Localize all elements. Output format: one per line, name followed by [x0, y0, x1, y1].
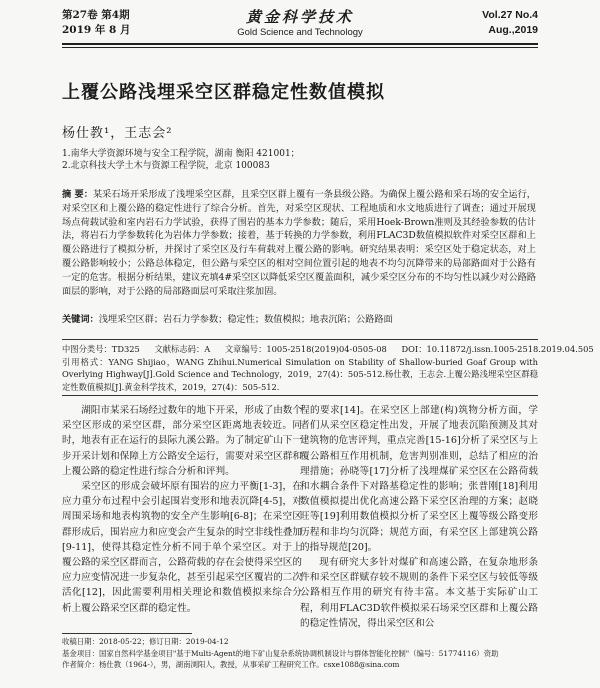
footnote-author-bio: 作者简介：杨仕教（1964-），男，湖南浏阳人，教授，从事采矿工程研究工作。csxe1088@sina.com	[62, 660, 400, 669]
keywords-text: 浅埋采空区群；岩石力学参数；稳定性；数值模拟；地表沉陷；公路路面	[98, 314, 393, 325]
doi: DOI：10.11872/j.issn.1005-2518.2019.04.505	[401, 344, 594, 354]
footnote-rule	[62, 633, 192, 634]
meta-codes	[62, 343, 594, 356]
running-header	[62, 8, 538, 44]
keywords	[62, 313, 536, 326]
abstract	[62, 188, 536, 298]
abstract-label: 摘 要：	[62, 189, 93, 200]
header-center	[62, 8, 538, 40]
header-right	[482, 8, 538, 38]
meta-rule-bottom	[62, 395, 538, 396]
body-column-right	[300, 403, 538, 631]
journal-title-en: Gold Science and Technology	[237, 27, 363, 38]
date-en: Aug.,2019	[488, 24, 538, 36]
date-cn: 2019 年 8 月	[62, 24, 131, 36]
article-title: 上覆公路浅埋采空区群稳定性数值模拟	[62, 82, 385, 103]
header-rule-thick	[62, 43, 538, 45]
abstract-text: 某采石场开采形成了浅埋采空区群，且采空区群上覆有一条县级公路。为确保上覆公路和采石场的安全运行，对采空区和上覆公路的稳定性进行了综合分析。首先，对采空区现状、工程地质和水文地质进行了调查；通过开展现场点荷载试验和室内岩石力学试验，获得了围岩的基本力学参数；随后，采用Hoek-Brown准则及其经验参数的估计法，将岩石力学参数转化为岩体力学参数；接着，基于转换的力学参数，利用FLAC3D数值模拟软件对采空区群和上覆公路进行了模拟分析，并探讨了采空区及行车荷载对上覆公路的影响。研究结果表明：采空区处于稳定状态，对上覆公路影响较小；公路总体稳定，但公路与采空区的相对空间位置引起的地表不均匀沉降带来的局部路面对于公路有一定的危害。根据分析结果，建议充填4#采空区以降低采空区覆盖面积，减少采空区分布的不均匀性以减少对公路路面层的影响，对于公路的局部路面层可采取注浆加固。	[62, 189, 536, 297]
body-column-left	[62, 403, 302, 616]
journal-title-cn: 黄金科学技术	[245, 8, 354, 26]
footnote	[62, 636, 538, 671]
article-authors: 杨仕教¹，王志会²	[62, 126, 173, 141]
volume-issue: 第27卷 第4期	[62, 9, 130, 21]
article-number: 文章编号：1005-2518(2019)04-0505-08	[224, 344, 387, 354]
footnote-funding: 基金项目：国家自然科学基金项目"基于Multi-Agent的地下矿山复杂系统协调机制设计与群体智能化控制"（编号：51774116）资助	[62, 648, 499, 658]
header-rule-thin	[62, 47, 538, 48]
body-paragraph: 程的要求[14]。在采空区上部建(构)筑物分析方面，学者们从采空区稳定性出发，开展了地表沉陷预测及其对建筑物的危害评判，重点完善[15-16]分析了采空区与上覆公路相互作用机制，危害判别准则，总结了相应的治理措施；孙晓等[17]分析了浅埋煤矿采空区在公路荷载和水耦合条件下对路基稳定性的影响；张普刚[18]利用数值模拟提出优化高速公路下采空区治理的方案；赵晓旺等[19]利用数值模拟分析了采空区上覆等级公路变形历程和非均匀沉降；规范方面，有采空区上部建筑公路的指导规范[20]。	[300, 405, 538, 553]
meta-rule-top	[62, 339, 538, 340]
body-paragraph: 采空区的形成会破坏原有围岩的应力平衡[1-3]，在应力重分布过程中会引起围岩变形和地表沉降[4-5]，对周围采场和地表构筑物的安全产生影响[6-8]；在采空区群形成后，围岩应力和应变会产生复杂的时空非线性叠加[9-11]，使得其稳定性分析不同于单个采空区。对于上覆公路的采空区群而言，公路荷载的存在会使得采空区的应力应变情况进一步复杂化，甚至引起采空区覆岩的二次活化[12]，因此需要利用相关理论和数值模拟来综合分析上覆公路采空区群的稳定性。	[62, 481, 302, 614]
doc-code: 文献标志码：A	[154, 344, 211, 354]
citation: 引用格式：YANG Shijiao，WANG Zhihui.Numerical Simulation on Stability of Shallow-buried Goaf Group with Overlying Highway[J].Gold Science and Technology，2019，27(4)：505-512.杨仕教，王志会.上覆公路浅埋采空区群稳定性数值模拟[J].黄金科学技术，2019，27(4)：505-512.	[62, 356, 538, 392]
body-paragraph: 现有研究大多针对煤矿和高速公路，在复杂地形条件和采空区群赋存较不规则的条件下采空区与较低等级公路相互作用的研究有待丰富。本文基于实际矿山工程，利用FLAC3D软件模拟采石场采空区群和上覆公路的稳定性情况，得出采空区和公	[300, 557, 538, 629]
keywords-label: 关键词：	[62, 314, 99, 325]
clc-number: 中图分类号：TD325	[62, 344, 140, 354]
affiliation-1: 1.南华大学资源环境与安全工程学院，湖南 衡阳 421001；	[62, 149, 300, 159]
volume-issue-en: Vol.27 No.4	[482, 9, 538, 21]
affiliation-2: 2.北京科技大学土木与资源工程学院，北京 100083	[62, 161, 270, 171]
article-meta	[62, 343, 594, 393]
body-paragraph: 湖阳市某采石场经过数年的地下开采，形成了由数个采空区形成的采空区群，部分采空区距离地表较近。同时，地表有正在运行的县际九溪公路。为了制定矿山下一步开采计划和保障上方公路安全运行，需要对采空区群和上覆公路的稳定性进行综合分析和评判。	[62, 405, 302, 477]
footnote-received: 收稿日期：2018-05-22；修订日期：2019-04-12	[62, 637, 229, 646]
